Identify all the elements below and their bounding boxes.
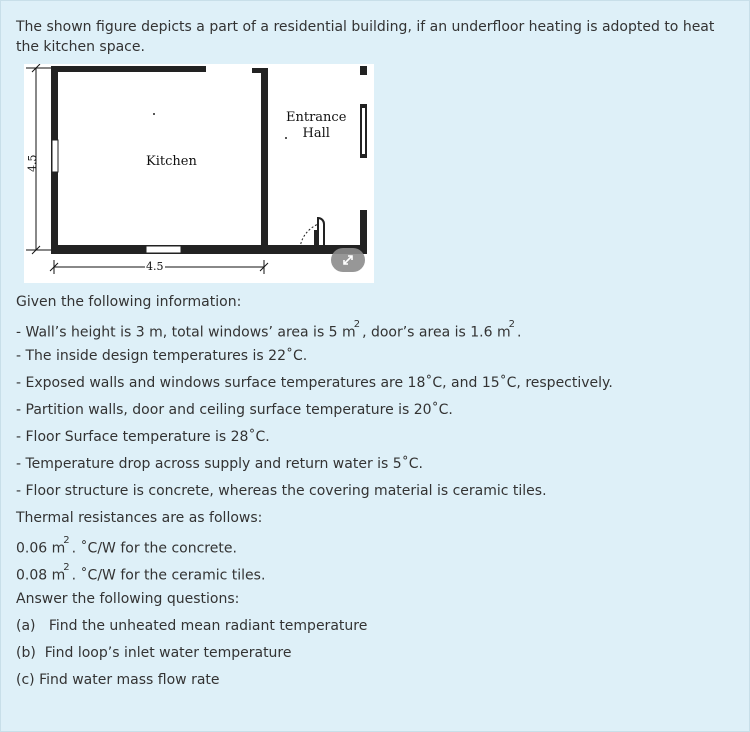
resistance-tiles-unit: . ˚C/W for the ceramic tiles. xyxy=(71,567,266,584)
given-heading: Given the following information: xyxy=(16,294,242,310)
given-line-1-part-a: - Wall’s height is 3 m, total windows’ area is 5 m xyxy=(16,324,356,341)
answer-heading: Answer the following questions: xyxy=(16,591,240,607)
resistance-tiles xyxy=(16,562,265,586)
resistance-concrete xyxy=(16,535,237,559)
question-intro: The shown figure depicts a part of a residential building, if an underfloor heating is adopted to heat the kitchen space. xyxy=(16,19,715,55)
resistance-concrete-value: 0.06 m xyxy=(16,540,66,557)
given-line-1-part-b: , door’s area is 1.6 m xyxy=(362,324,511,341)
entrance-label-line1: Entrance xyxy=(286,110,347,125)
given-line-1 xyxy=(16,319,521,343)
expand-image-button[interactable] xyxy=(331,248,365,272)
question-a: (a) Find the unheated mean radiant temperature xyxy=(16,618,368,634)
kitchen-label: Kitchen xyxy=(146,154,197,169)
question-b: (b) Find loop’s inlet water temperature xyxy=(16,645,292,661)
resistance-concrete-unit: . ˚C/W for the concrete. xyxy=(71,540,237,557)
given-line-1-part-c: . xyxy=(516,324,522,341)
entrance-hall-label xyxy=(286,110,346,142)
question-c: (c) Find water mass flow rate xyxy=(16,672,220,688)
vertical-dimension-label: 4.5 xyxy=(26,154,39,172)
given-line-3: - Exposed walls and windows surface temperatures are 18˚C, and 15˚C, respectively. xyxy=(16,375,613,391)
resistance-tiles-value: 0.08 m xyxy=(16,567,66,584)
expand-arrows-icon xyxy=(341,253,355,267)
given-line-5: - Floor Surface temperature is 28˚C. xyxy=(16,429,270,445)
floor-plan-figure[interactable] xyxy=(24,64,374,283)
given-line-4: - Partition walls, door and ceiling surface temperature is 20˚C. xyxy=(16,402,453,418)
resistance-heading: Thermal resistances are as follows: xyxy=(16,510,263,526)
horizontal-dimension-label: 4.5 xyxy=(146,260,164,273)
given-line-7: - Floor structure is concrete, whereas the covering material is ceramic tiles. xyxy=(16,483,547,499)
given-line-2: - The inside design temperatures is 22˚C. xyxy=(16,348,308,364)
given-line-6: - Temperature drop across supply and return water is 5˚C. xyxy=(16,456,423,472)
exponent: 2 xyxy=(63,562,70,573)
exponent: 2 xyxy=(508,319,515,330)
floor-plan-drawing xyxy=(24,64,374,283)
entrance-label-line2: Hall xyxy=(302,126,330,141)
exponent: 2 xyxy=(353,319,361,330)
exponent: 2 xyxy=(63,535,70,546)
